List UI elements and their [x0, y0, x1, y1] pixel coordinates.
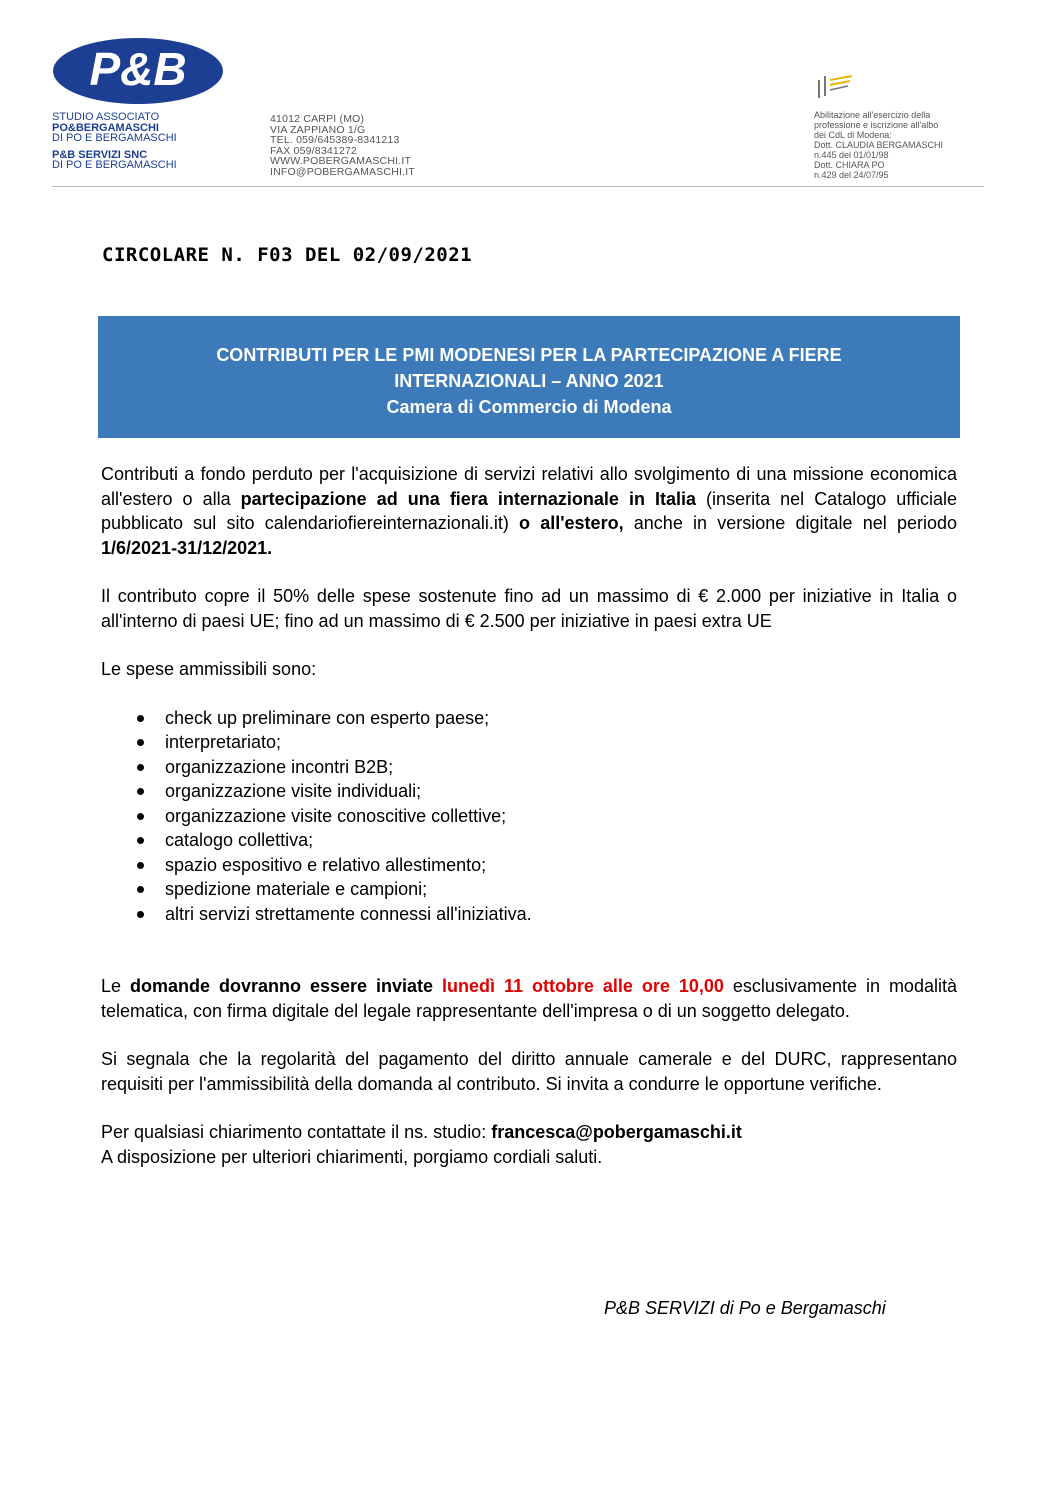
- cdl-line: Abilitazione all'esercizio della: [814, 110, 931, 120]
- spese-list: [101, 706, 957, 927]
- domande-bold: domande dovranno essere inviate: [130, 976, 442, 996]
- address-line: FAX 059/8341272: [270, 144, 358, 157]
- list-item: spedizione materiale e campioni;: [137, 877, 957, 902]
- intro-text: (inserita nel Catalogo ufficiale pubblicato sul sito calendariofiereinternazionali.it): [101, 488, 957, 533]
- list-item: catalogo collettiva;: [137, 828, 957, 853]
- pb-logo: [52, 36, 224, 106]
- cdl-line: n.429 del 24/07/95: [814, 170, 889, 180]
- spese-heading: Le spese ammissibili sono:: [101, 659, 317, 679]
- studio-line: STUDIO ASSOCIATO: [52, 111, 160, 123]
- intro-paragraph: [101, 462, 957, 560]
- list-item: organizzazione visite conoscitive collettive;: [137, 804, 957, 829]
- cdl-line: professione e iscrizione all'albo: [814, 120, 939, 130]
- studio-line: PO&BERGAMASCHI: [52, 121, 159, 134]
- list-item: organizzazione visite individuali;: [137, 779, 957, 804]
- email-link[interactable]: INFO@POBERGAMASCHI.IT: [270, 165, 415, 178]
- intro-period: 1/6/2021-31/12/2021.: [101, 537, 273, 558]
- regolarita-paragraph: Si segnala che la regolarità del pagamento del diritto annuale camerale e del DURC, rappresentano requisiti per l'ammissibilità della domanda al contributo. Si invita a condurre le opportune verifiche.: [101, 1049, 957, 1094]
- list-item: altri servizi strettamente connessi all'iniziativa.: [137, 902, 957, 927]
- address-info: [270, 114, 415, 177]
- intro-text: anche in versione digitale nel periodo: [623, 513, 957, 533]
- contact-email-link[interactable]: francesca@pobergamaschi.it: [491, 1122, 742, 1142]
- bullet-icon: [137, 862, 144, 869]
- document-body: [101, 462, 957, 1169]
- header-divider: [52, 186, 984, 187]
- cdl-line: Dott. CLAUDIA BERGAMASCHI: [814, 140, 944, 150]
- saluti-line: A disposizione per ulteriori chiarimenti, porgiamo cordiali saluti.: [101, 1146, 603, 1167]
- intro-bold: o all'estero,: [519, 513, 624, 533]
- bullet-icon: [137, 813, 144, 820]
- cdl-logo-icon: [814, 74, 856, 100]
- bullet-icon: [137, 739, 144, 746]
- address-line: VIA ZAPPIANO 1/G: [270, 123, 366, 136]
- bullet-icon: [137, 764, 144, 771]
- bullet-icon: [137, 788, 144, 795]
- list-item: check up preliminare con esperto paese;: [137, 706, 957, 731]
- contatti-line: Per qualsiasi chiarimento contattate il ns. studio: francesca@pobergamaschi.it: [101, 1122, 742, 1142]
- servizi-line: DI PO E BERGAMASCHI: [52, 159, 177, 171]
- domande-paragraph: Le domande dovranno essere inviate lunedì 11 ottobre alle ore 10,00 esclusivamente in modalità telematica, con firma digitale del legale rappresentante dell'impresa o di un soggetto delegato.: [101, 976, 957, 1021]
- deadline-highlight: lunedì 11 ottobre alle ore 10,00: [441, 976, 724, 996]
- banner-subtitle: Camera di Commercio di Modena: [386, 397, 672, 417]
- banner-title-line: INTERNAZIONALI – ANNO 2021: [394, 371, 664, 391]
- bullet-icon: [137, 837, 144, 844]
- bullet-icon: [137, 886, 144, 893]
- title-banner: [98, 316, 960, 438]
- signature: P&B SERVIZI di Po e Bergamaschi: [604, 1298, 886, 1318]
- studio-line: DI PO E BERGAMASCHI: [52, 132, 177, 144]
- logo-text: P&B: [89, 43, 187, 95]
- bullet-icon: [137, 715, 144, 722]
- address-line: TEL. 059/645389-8341213: [270, 134, 400, 146]
- banner-title-line: CONTRIBUTI PER LE PMI MODENESI PER LA PARTECIPAZIONE A FIERE: [216, 345, 842, 365]
- intro-bold: partecipazione ad una fiera internazionale in Italia: [240, 488, 697, 509]
- cdl-line: n.445 del 01/01/98: [814, 150, 889, 160]
- list-item: spazio espositivo e relativo allestimento;: [137, 853, 957, 878]
- list-item: organizzazione incontri B2B;: [137, 755, 957, 780]
- circular-number: CIRCOLARE N. F03 DEL 02/09/2021: [102, 244, 473, 266]
- letterhead: [0, 0, 1058, 190]
- cdl-info: [814, 110, 943, 180]
- studio-info: [52, 112, 177, 171]
- cdl-line: dei CdL di Modena:: [814, 130, 892, 140]
- cdl-line: Dott. CHIARA PO: [814, 160, 885, 170]
- intro-text: Contributi a fondo perduto per l'acquisizione di servizi relativi allo svolgimento di una missione economica all'estero o alla: [101, 464, 957, 509]
- address-line: 41012 CARPI (MO): [270, 113, 365, 125]
- list-item: interpretariato;: [137, 730, 957, 755]
- bullet-icon: [137, 911, 144, 918]
- servizi-line: P&B SERVIZI SNC: [52, 148, 148, 161]
- contributo-paragraph: Il contributo copre il 50% delle spese sostenute fino ad un massimo di € 2.000 per iniziative in Italia o all'interno di paesi UE; fino ad un massimo di € 2.500 per iniziative in paesi extra UE: [101, 586, 957, 631]
- website-link[interactable]: WWW.POBERGAMASCHI.IT: [270, 155, 412, 167]
